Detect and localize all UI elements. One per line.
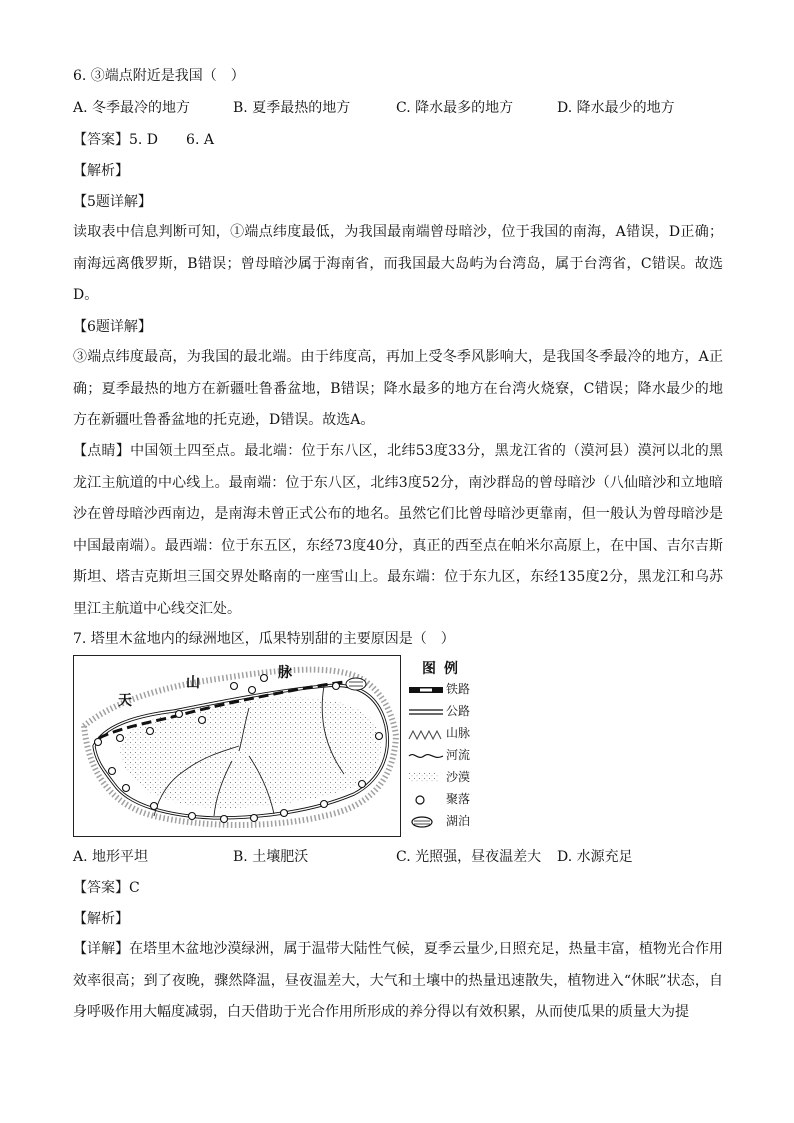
q6-option-b: B. 夏季最热的地方 [233, 100, 351, 116]
answer-5-6 [73, 130, 214, 150]
answer7-tag: 【答案】 [73, 880, 129, 896]
map-legend [404, 656, 484, 836]
q6-option-d: D. 降水最少的地方 [557, 100, 675, 116]
q7-option-b: B. 土壤肥沃 [233, 849, 309, 865]
q6-option-a: A. 冬季最冷的地方 [73, 100, 191, 116]
q5-detail-heading: 【5题详解】 [73, 194, 152, 210]
q7-stem: 7. 塔里木盆地内的绿洲地区，瓜果特别甜的主要原因是（ ） [73, 631, 455, 647]
highway-icon [408, 706, 444, 718]
answer7-text: C [129, 880, 140, 896]
legend-title: 图例 [422, 661, 466, 677]
legend-mountain: 山脉 [404, 724, 484, 744]
railway-icon [408, 684, 444, 696]
map-label-shan: 山 [186, 675, 200, 691]
settlement-icon [408, 794, 444, 806]
q5-detail-body: 读取表中信息判断可知，①端点纬度最低，为我国最南端曾母暗沙，位于我国的南海，A错误，D正确；南海远离俄罗斯，B错误；曾母暗沙属于海南省，而我国最大岛屿为台湾岛，属于台湾省，C错误。故选D。 [73, 224, 723, 303]
legend-settlement: 聚落 [404, 790, 484, 810]
map-label-tian: 天 [118, 693, 132, 709]
river-icon [408, 750, 444, 762]
q6-detail-body: ③端点纬度最高，为我国的最北端。由于纬度高，再加上受冬季风影响大，是我国冬季最冷的地方，A正确；夏季最热的地方在新疆吐鲁番盆地，B错误；降水最多的地方在台湾火烧寮，C错误；降水最少的地方在新疆吐鲁番盆地的托克逊，D错误。故选A。 [73, 349, 723, 428]
lake [346, 678, 366, 690]
q7-detail-body: 【详解】在塔里木盆地沙漠绿洲，属于温带大陆性气候，夏季云量少,日照充足，热量丰富，植物光合作用效率很高；到了夜晚，骤然降温，昼夜温差大，大气和土壤中的热量迅速散失，植物进入“休眠”状态，自身呼吸作用大幅度减弱，白天借助于光合作用所形成的养分得以有效积累，从而使瓜果的质量大为提 [73, 941, 723, 1020]
answer-text: 5. D 6. A [129, 132, 214, 148]
legend-desert: 沙漠 [404, 768, 484, 788]
answer-7 [73, 878, 140, 898]
mountain-icon [408, 728, 444, 740]
map-label-mai: 脉 [278, 665, 292, 681]
legend-railway: 铁路 [404, 680, 484, 700]
legend-highway: 公路 [404, 702, 484, 722]
q6-detail-heading: 【6题详解】 [73, 319, 152, 335]
analysis-heading: 【解析】 [73, 163, 129, 179]
q6-option-c: C. 降水最多的地方 [396, 100, 514, 116]
desert-icon [408, 772, 444, 784]
dianjing-body: 【点睛】中国领土四至点。最北端：位于东八区，北纬53度33分，黑龙江省的（漠河县）漠河以北的黑龙江主航道的中心线上。最南端：位于东八区，北纬3度52分，南沙群岛的曾母暗沙（八仙暗沙和立地暗沙在曾母暗沙西南边，是南海未曾正式公布的地名。虽然它们比曾母暗沙更靠南，但一般认为曾母暗沙是中国最南端）。最西端：位于东五区，东经73度40分，真正的西至点在帕米尔高原上，在中国、吉尔吉斯斯坦、塔吉克斯坦三国交界处略南的一座雪山上。最东端：位于东九区，东经135度2分，黑龙江和乌苏里江主航道中心线交汇处。 [73, 443, 723, 617]
q7-option-c: C. 光照强，昼夜温差大 [396, 849, 542, 865]
legend-river: 河流 [404, 746, 484, 766]
analysis-heading-2: 【解析】 [73, 911, 129, 927]
q7-option-d: D. 水源充足 [557, 849, 633, 865]
q7-option-a: A. 地形平坦 [73, 849, 149, 865]
map-svg [74, 656, 400, 836]
lake-icon [408, 816, 444, 828]
legend-lake: 湖泊 [404, 812, 484, 832]
q6-stem: 6. ③端点附近是我国（ ） [73, 68, 245, 84]
answer-tag: 【答案】 [73, 132, 129, 148]
tarim-basin-map [73, 655, 401, 837]
